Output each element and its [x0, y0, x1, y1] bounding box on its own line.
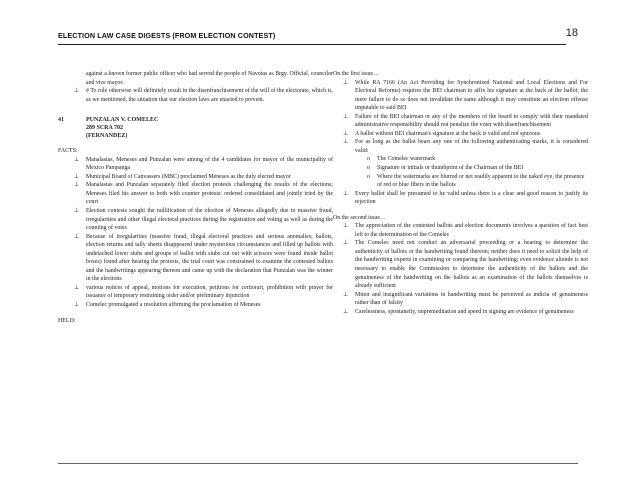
list-item: ⊥ The appreciation of the contested ballots and election documents involves a question of fact best left to the determination of the Comelec — [343, 223, 588, 238]
page-number: 18 — [565, 27, 578, 39]
bullet-marker: ⊥ — [343, 79, 349, 86]
held-label: HELD: — [58, 317, 76, 324]
bullet-marker: ⊥ — [343, 223, 349, 230]
facts-list — [58, 156, 333, 310]
list-item: ⊥ Every ballot shall be presumed to be valid unless there is a clear and good reason to justify its rejection — [343, 190, 588, 206]
bullet-marker: ⊥ — [74, 182, 80, 189]
list-item: ⊥ Election contests sought the nullification of the election of Meneses allegedly due to massive fraud, irregularities and other illegal electoral practices during the registration and voting as well as during the counting of votes — [74, 208, 333, 232]
list-item: ⊥ Minor and insignificant variations in handwriting must be perceived as indicia of genuineness rather than of falsity — [343, 291, 588, 307]
left-column — [58, 70, 333, 325]
footer-rule — [58, 463, 578, 464]
page-header — [58, 27, 578, 45]
list-item: ⊥ Failure of the BEI chairman or any of the members of the board to comply with their mandated administrative responsibility should not penalize the voter with disenfranchisement — [343, 113, 588, 129]
continuation-text: against a known former public officer who had served the people of Navotas as Brgy. Official, councilor and vice mayor. — [86, 71, 333, 86]
list-item: ⊥ Manalastas and Punzalan separately filed election protests challenging the results of the elections; Meneses filed his answer to both with counter protests: ordered consolidated and jointly tried by the court — [74, 182, 333, 206]
facts-label: FACTS: — [58, 148, 78, 155]
bullet-marker: ⊥ — [74, 233, 80, 240]
header-rule — [58, 44, 566, 45]
bullet-marker: ⊥ — [343, 130, 349, 137]
second-issue-label: On the second issue… — [333, 214, 386, 221]
list-item: ⊥ various notices of appeal, motions for execution, petitions for certiorari, prohibition with prayer for issuance of temporary restraining order and/or preliminary injunction — [74, 284, 333, 300]
bullet-marker: ⊥ — [343, 190, 349, 197]
list-item: ⊥ Manalastas, Meneses and Punzalan were among of the 4 candidates for mayor of the municipality of Mexico Pampanga — [74, 156, 333, 172]
bullet-marker: ⊥ — [74, 208, 80, 215]
list-item: ⊥ The Comelec need not conduct an adversarial proceeding or a hearing to determine the authenticity of ballots or the handwriting found thereon; neither does it need to solicit the help of the handwriting experts in examining or comparing the handwriting; even evidence aliunde is not necessary to enable the Commission to determine the authenticity of the ballots and the genuineness of the handwriting on the ballots as an examination of the ballots themselves is already sufficient — [343, 240, 588, 290]
list-item: ⊥ Comelec promulgated a resolution affirming the proclamation of Meneses — [74, 302, 261, 309]
list-item: ⊥ Carelessness, spontaneity, unpremeditation and speed in signing are evidence of genuineness — [343, 308, 574, 315]
bullet-marker: ⊥ — [74, 284, 80, 291]
bullet-marker: ⊥ — [343, 291, 349, 298]
case-heading — [58, 116, 333, 140]
sub-list-item: o Where the watermarks are blurred or not readily apparent to the naked eye, the presence of red or blue fibers in the ballots — [367, 173, 585, 189]
bullet-marker: ⊥ — [74, 173, 80, 180]
bullet-marker: ⊥ — [343, 308, 349, 315]
sub-list-item: o Signature or initials or thumbprint of the Chairman of the BEI — [367, 165, 524, 172]
sub-bullet-marker: o — [367, 165, 370, 172]
bullet-marker: ⊥ — [343, 139, 349, 146]
bullet-marker: ⊥ — [343, 240, 349, 247]
case-number: 41 — [58, 117, 64, 124]
list-item: ⊥ Because of irregularities (massive fraud, illegal electoral practices and serious anomalies; ballots, election returns and tally sheets disappeared under mysterious circumstances and filled up ballots with undetached lower stubs and groups of ballot with stubs cut out with scissors were found inside ballot boxes) found after hearing the protests, the trial court was constrained to examine the contested ballots and the handwritings appearing thereon and came up with the declaration that Punzalan was the winner in the elections — [74, 233, 333, 283]
bullet-marker: ⊥ — [74, 156, 80, 163]
first-issue-label: On the first issue… — [333, 71, 379, 77]
right-column — [333, 70, 588, 316]
list-item: ⊥ A ballot without BEI chairman's signature at the back is valid and not spurious — [343, 130, 541, 137]
case-citation: 289 SCRA 702 — [86, 125, 124, 132]
sub-bullet-marker: o — [367, 156, 370, 163]
bullet-marker: ⊥ — [74, 302, 80, 309]
list-item: ⊥ # To rule otherwise will definitely result in the disenfranchisement of the will of the electorate, which is, as we mentioned, the situation that our election laws are enacted to prevent. — [74, 88, 333, 103]
bullet-marker: ⊥ — [343, 113, 349, 120]
sub-list-item: o The Comelec watermark — [367, 156, 436, 163]
bullet-marker: ⊥ — [74, 88, 80, 95]
sub-bullet-marker: o — [367, 173, 370, 180]
case-ponente: (FERNANDEZ) — [86, 133, 128, 140]
list-item: ⊥ For as long as the ballot bears any one of the following authenticating marks, it is considered valid: — [343, 139, 588, 154]
list-item: ⊥ While RA 7166 (An Act Providing for Synchronized National and Local Elections and For Electoral Reforms) requires the BEI chairman to affix his signature at the back of the ballot, the mere failure to do so does not invalidate the same although it may constitute an election offense imputable to said BEI — [343, 79, 588, 112]
case-name: PUNZALAN V. COMELEC — [86, 117, 159, 124]
document-title: ELECTION LAW CASE DIGESTS (FROM ELECTION CONTEST) — [58, 31, 276, 40]
list-item: ⊥ Municipal Board of Canvassers (MBC) proclaimed Meneses as the duly elected mayor — [74, 173, 291, 180]
